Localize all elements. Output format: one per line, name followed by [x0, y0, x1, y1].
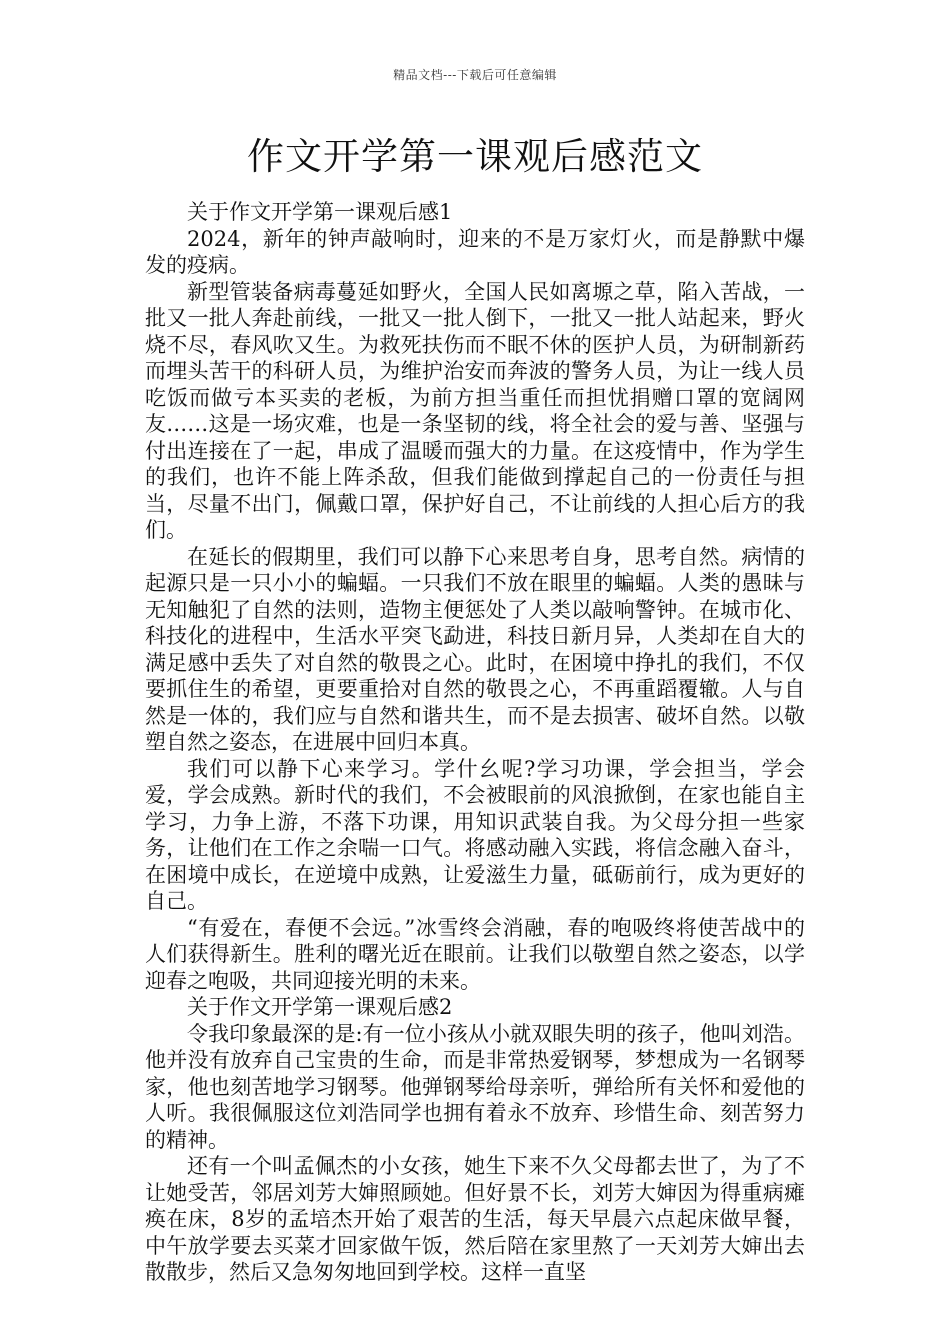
page-header: 精品文档---下载后可任意编辑 — [393, 68, 557, 82]
body-paragraph: 2024，新年的钟声敲响时，迎来的不是万家灯火，而是静默中爆发的疫病。 — [145, 226, 805, 277]
body-paragraph: “有爱在，春便不会远。”冰雪终会消融，春的咆吸终将使苦战中的人们获得新生。胜利的曙光近在眼前。让我们以敬塑自然之姿态，以学迎春之咆吸，共同迎接光明的未来。 — [145, 915, 805, 993]
document-body — [145, 199, 805, 1286]
document-title: 作文开学第一课观后感范文 — [247, 135, 703, 178]
body-paragraph: 在延长的假期里，我们可以静下心来思考自身，思考自然。病情的起源只是一只小小的蝙蝠。一只我们不放在眼里的蝙蝠。人类的愚昧与无知触犯了自然的法则，造物主便惩处了人类以敲响警钟。在城市化、科技化的进程中，生活水平突飞勐进，科技日新月异，人类却在自大的满足感中丢失了对自然的敬畏之心。此时，在困境中挣扎的我们，不仅要抓住生的希望，更要重拾对自然的敬畏之心，不再重蹈覆辙。人与自然是一体的，我们应与自然和谐共生，而不是去损害、破坏自然。以敬塑自然之姿态，在进展中回归本真。 — [145, 544, 805, 754]
body-paragraph: 还有一个叫孟佩杰的小女孩，她生下来不久父母都去世了，为了不让她受苦，邻居刘芳大婶照顾她。但好景不长，刘芳大婶因为得重病瘫痪在床，8岁的孟培杰开始了艰苦的生活，每天早晨六点起床做早餐，中午放学要去买菜才回家做午饭，然后陪在家里熬了一天刘芳大婶出去散散步，然后又急匆匆地回到学校。这样一直坚 — [145, 1154, 805, 1284]
body-paragraph: 新型管装备病毒蔓延如野火，全国人民如离塬之草，陷入苦战，一批又一批人奔赴前线，一批又一批人倒下，一批又一批人站起来，野火烧不尽，春风吹又生。为救死扶伤而不眠不休的医护人员，为研制新药而埋头苦干的科研人员，为维护治安而奔波的警务人员，为让一线人员吃饭而做亏本买卖的老板，为前方担当重任而担忧捐赠口罩的宽阔网友……这是一场灾难，也是一条坚韧的线，将全社会的爱与善、坚强与付出连接在了一起，串成了温暖而强大的力量。在这疫情中，作为学生的我们，也许不能上阵杀敌，但我们能做到撑起自己的一份责任与担当，尽量不出门，佩戴口罩，保护好自己，不让前线的人担心后方的我们。 — [145, 279, 805, 542]
section-heading-1: 关于作文开学第一课观后感1 — [187, 200, 453, 224]
body-paragraph: 我们可以静下心来学习。学什幺呢?学习功课，学会担当，学会爱，学会成熟。新时代的我们，不会被眼前的风浪掀倒，在家也能自主学习，力争上游，不落下功课，用知识武装自我。为父母分担一些家务，让他们在工作之余喘一口气。将感动融入实践，将信念融入奋斗，在困境中成长，在逆境中成熟，让爱滋生力量，砥砺前行，成为更好的自己。 — [145, 756, 805, 913]
body-paragraph: 令我印象最深的是:有一位小孩从小就双眼失明的孩子，他叫刘浩。他并没有放弃自己宝贵的生命，而是非常热爱钢琴，梦想成为一名钢琴家，他也刻苦地学习钢琴。他弹钢琴给母亲听，弹给所有关怀和爱他的人听。我很佩服这位刘浩同学也拥有着永不放弃、珍惜生命、刻苦努力的精神。 — [145, 1021, 805, 1152]
section-heading-2: 关于作文开学第一课观后感2 — [187, 995, 453, 1019]
